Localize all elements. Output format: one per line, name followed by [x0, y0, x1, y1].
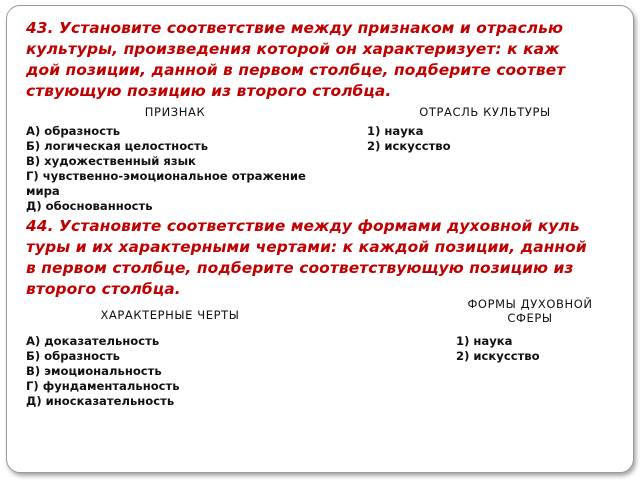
question-43-text — [26, 18, 565, 102]
question-text-line: культуры, произведения которой он характеризует: к каж — [26, 40, 560, 58]
question-text-line: ствующую позицию из второго столбца. — [26, 82, 392, 100]
list-item: Г) фундаментальность — [26, 379, 180, 393]
question-44-text — [26, 216, 587, 300]
column-header-culture-branch: ОТРАСЛЬ КУЛЬТУРЫ — [419, 105, 551, 119]
list-item: А) образность — [26, 124, 121, 138]
question-text-line: второго столбца. — [26, 280, 181, 298]
list-item: Д) обоснованность — [26, 199, 153, 213]
list-item: 2) искусство — [367, 139, 451, 153]
q44-characteristics-list — [26, 334, 180, 409]
question-text-line: туры и их характерными чертами: к каждой позиции, данной — [26, 238, 587, 256]
question-text-line: в первом столбце, подберите соответствующую позицию из — [26, 259, 574, 277]
list-item: 1) наука — [367, 124, 424, 138]
column-header-spiritual-forms — [445, 297, 615, 325]
list-item: мира — [26, 184, 60, 198]
list-item: Б) логическая целостность — [26, 139, 209, 153]
list-item: Д) иносказательность — [26, 394, 175, 408]
column-header-attribute: ПРИЗНАК — [144, 105, 206, 119]
question-text-line: 43. Установите соответствие между признаком и отраслью — [26, 19, 564, 37]
list-item: 2) искусство — [456, 349, 540, 363]
list-item: В) эмоциональность — [26, 364, 162, 378]
list-item: В) художественный язык — [26, 154, 196, 168]
question-text-line: 44. Установите соответствие между формами духовной куль — [26, 217, 580, 235]
list-item: Б) образность — [26, 349, 120, 363]
q43-attributes-list — [26, 124, 306, 214]
question-text-line: дой позиции, данной в первом столбце, подберите соответ — [26, 61, 566, 79]
list-item: А) доказательность — [26, 334, 160, 348]
list-item: Г) чувственно-эмоциональное отражение — [26, 169, 306, 183]
q44-forms-list — [456, 334, 540, 364]
column-header-characteristics: ХАРАКТЕРНЫЕ ЧЕРТЫ — [100, 308, 240, 322]
list-item: 1) наука — [456, 334, 513, 348]
header-line: ФОРМЫ ДУХОВНОЙ — [467, 297, 593, 311]
q43-branches-list — [367, 124, 451, 154]
header-line: СФЕРЫ — [507, 311, 553, 325]
